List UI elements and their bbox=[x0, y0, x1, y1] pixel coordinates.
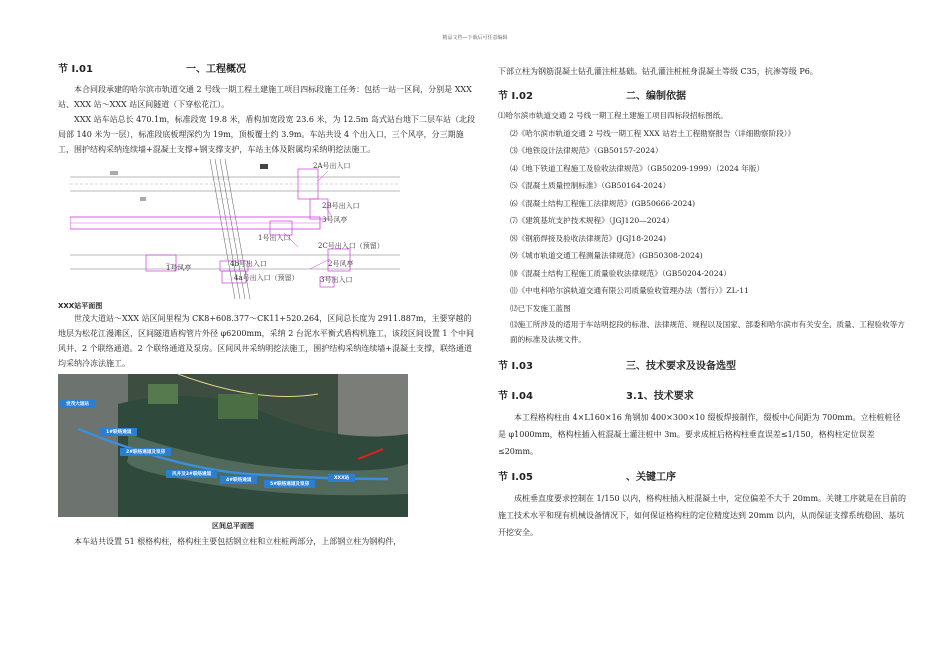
label-exit-3: 3号出入口 bbox=[320, 276, 353, 284]
list-item: ⑿已下发施工蓝图 bbox=[510, 303, 571, 313]
paragraph-columns: 本车站共设置 51 根格构柱，格构柱主要包括钢立柱和立柱桩两部分，上部钢立柱为钢构件， bbox=[74, 537, 402, 546]
paragraph-continued: 下部立柱为钢筋混凝土钻孔灌注桩基础。钻孔灌注桩桩身混凝土等级 C35，抗渗等级 P6。 bbox=[498, 67, 818, 76]
list-item: ⑽《混凝土结构工程施工质量验收法律规范》（GB50204-2024） bbox=[510, 268, 731, 278]
aerial-label-1: 世茂大道站 bbox=[60, 400, 95, 408]
right-column bbox=[498, 64, 908, 541]
basis-list bbox=[498, 107, 908, 347]
header-note: 精品文档—下载后可任意编辑 bbox=[442, 35, 508, 41]
label-exit-2a: 2A号出入口 bbox=[313, 162, 351, 170]
section-heading-3 bbox=[498, 357, 908, 375]
list-item: ⑻《钢筋焊接及验收法律规范》(JGJ18-2024) bbox=[510, 233, 666, 243]
tunnel-aerial-figure bbox=[58, 374, 408, 517]
section-heading-5 bbox=[498, 468, 908, 486]
list-item: ⑾《中电科哈尔滨轨道交通有限公司质量验收管理办法（暂行）》ZL-11 bbox=[510, 286, 749, 295]
list-item: ⑴哈尔滨市轨道交通 2 号线一期工程土建施工项目四标段招标图纸。 bbox=[498, 111, 728, 120]
section-number: 节 I.01 bbox=[58, 64, 93, 75]
section-heading-1 bbox=[58, 60, 478, 78]
aerial-label-2: 1#联络通道 bbox=[100, 428, 137, 436]
paragraph-tunnel: 世茂大道站～XXX 站区间里程为 CK8+608.377～CK11+520.264，区间总长度为 2911.887m，主要穿越的地层为松花江漫滩区，区间隧道盾构管片外径 φ6200mm，采纳 2 台泥水平衡式盾构机施工，该段区间设置 1 个中间风井、2 个联络通道。2 个联络通道及泵房。区间风井采纳明挖法施工，围护结构采纳连续墙+混凝土支撑，联络通道均采纳冷冻法施工。 bbox=[58, 314, 475, 368]
figure-caption-station: XXX站平面图 bbox=[58, 302, 103, 310]
section-number: 节 I.02 bbox=[498, 91, 533, 102]
aerial-label-3: 2#联络通道及泵房 bbox=[120, 448, 171, 456]
section-title: 、关键工序 bbox=[626, 472, 676, 483]
aerial-label-7: XXX站 bbox=[328, 474, 355, 482]
list-item: ⑹《混凝土结构工程施工法律规范》(GB50666-2024) bbox=[510, 198, 696, 208]
label-vent-1: 1号风亭 bbox=[166, 264, 192, 272]
label-exit-4b: 4b号出入口 bbox=[230, 260, 267, 268]
section-heading-4 bbox=[498, 387, 908, 405]
label-vent-2: 2号风亭 bbox=[328, 260, 354, 268]
section-title: 二、编制依据 bbox=[626, 91, 686, 102]
section-title: 三、技术要求及设备选型 bbox=[626, 361, 736, 372]
station-plan-figure bbox=[70, 159, 400, 299]
list-item: ⒀施工所涉及的适用于车站明挖段的标准、法律规范、规程以及国家、部委和哈尔滨市有关安全、质量、工程验收等方面的标准及法规文件。 bbox=[510, 320, 905, 344]
label-vent-3: 3号风亭 bbox=[322, 216, 348, 224]
list-item: ⑼《城市轨道交通工程测量法律规范》(GB50308-2024) bbox=[510, 251, 703, 260]
section-heading-2 bbox=[498, 87, 908, 105]
label-exit-4a: 4a号出入口（预留） bbox=[234, 274, 299, 282]
list-item: ⑶《地铁设计法律规范》（GB50157-2024） bbox=[510, 146, 663, 155]
paragraph-overview: 本合同段承建的哈尔滨市轨道交通 2 号线一期工程土建施工项目四标段施工任务：包括一站一区间，分别是 XXX 站、XXX 站～XXX 站区间隧道（下穿松花江）。 bbox=[58, 85, 472, 109]
paragraph-key-process: 成桩垂直度要求控制在 1/150 以内，格构柱插入桩混凝土中，定位偏差不大于 20mm。关键工序就是在目前的施工技术水平和现有机械设备情况下，如何保证格构柱的定位精度达到 20mm 以内，从而保证支撑系统稳固、基坑开挖安全。 bbox=[498, 494, 907, 537]
paragraph-station: XXX 站车站总长 470.1m，标准段宽 19.8 米，盾构加宽段宽 23.6 米，为 12.5m 岛式站台地下二层车站（北段局部 140 米为一层），标准段底板埋深约为 19m，顶板覆土约 3.9m。车站共设 4 个出入口，三个风亭，分三期施工，围护结构采纳连续墙+混凝土支撑+钢支撑支护，车站主体及附属均采纳明挖法施工。 bbox=[58, 115, 475, 154]
list-item: ⑸《混凝土质量控制标准》（GB50164-2024） bbox=[510, 181, 671, 190]
label-exit-2c: 2C号出入口（预留） bbox=[318, 242, 384, 250]
section-title: 一、工程概况 bbox=[186, 64, 246, 75]
figure-caption-tunnel: 区间总平面图 bbox=[212, 522, 254, 530]
section-number: 节 I.05 bbox=[498, 472, 533, 483]
section-number: 节 I.03 bbox=[498, 361, 533, 372]
label-exit-2b: 2B号出入口 bbox=[322, 202, 360, 210]
left-column bbox=[58, 60, 478, 549]
label-exit-1: 1号出入口 bbox=[258, 234, 291, 242]
list-item: ⑺《建筑基坑支护技术规程》（JGJ120—2024） bbox=[510, 216, 674, 225]
section-title: 3.1、技术要求 bbox=[626, 391, 694, 402]
aerial-label-4: 风井及3#联络通道 bbox=[166, 470, 217, 478]
aerial-label-6: 5#联络通道及泵房 bbox=[264, 480, 315, 488]
list-item: ⑵《哈尔滨市轨道交通 2 号线一期工程 XXX 站岩土工程勘察报告（详细勘察阶段）》 bbox=[510, 128, 796, 138]
paragraph-technical: 本工程格构柱由 4×L160×16 角钢加 400×300×10 缀板焊接制作，缀板中心间距为 700mm。立柱桩桩径是 φ1000mm，格构柱插入桩混凝土灌注桩中 3m。要求成桩后格构柱垂直误差≤1/150，格构柱定位误差≤20mm。 bbox=[498, 413, 901, 456]
aerial-photo-drawing bbox=[58, 374, 408, 517]
list-item: ⑷《地下铁道工程施工及验收法律规范》（GB50209-1999）（2024 年版） bbox=[510, 163, 765, 173]
section-number: 节 I.04 bbox=[498, 391, 533, 402]
aerial-label-5: 4#联络通道 bbox=[220, 476, 257, 484]
